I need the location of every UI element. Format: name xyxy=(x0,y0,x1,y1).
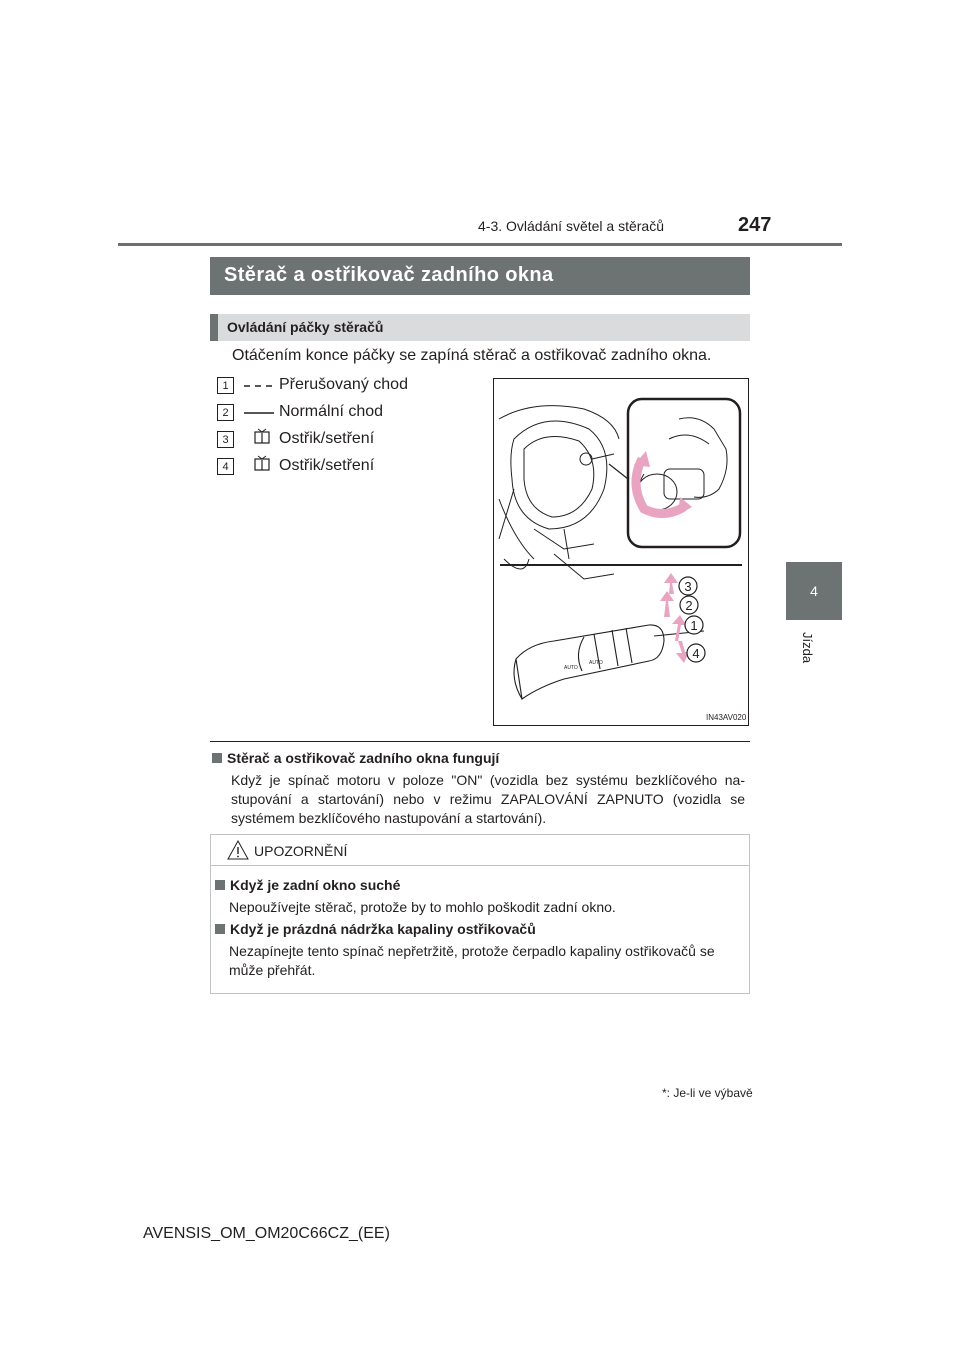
note-heading xyxy=(212,750,499,766)
note-body: Když je spínač motoru v poloze "ON" (vozidla bez systému bezklíčového na-stupování a startování) nebo v režimu ZAPALOVÁNÍ ZAPNUTO (vozidla se systémem bezklíčového nastupování a startování). xyxy=(231,772,745,826)
warning-title: UPOZORNĚNÍ xyxy=(254,843,348,859)
lever-label-auto-1: AUTO xyxy=(589,660,603,666)
note-heading-text: Stěrač a ostřikovač zadního okna fungují xyxy=(227,750,500,766)
washer-icon xyxy=(253,454,271,474)
callout-4-label: 4 xyxy=(692,646,700,661)
lever-label-auto-2: AUTO xyxy=(564,665,578,671)
callout-1 xyxy=(685,616,703,634)
section-title: Stěrač a ostřikovač zadního okna xyxy=(224,264,554,286)
bullet-square-icon xyxy=(212,753,222,763)
figure-code: IN43AV020 xyxy=(706,713,747,722)
intro-text: Otáčením konce páčky se zapíná stěrač a ostřikovač zadního okna. xyxy=(232,347,712,364)
callout-3-label: 3 xyxy=(684,579,692,594)
dashed-line-icon xyxy=(244,383,274,389)
item-number-3: 3 xyxy=(217,431,234,448)
item-label-1: Přerušovaný chod xyxy=(279,376,408,393)
item-label-4: Ostřik/setření xyxy=(279,457,375,474)
callout-1-label: 1 xyxy=(690,618,698,633)
inset-frame xyxy=(628,399,740,547)
item-label-2: Normální chod xyxy=(279,403,384,420)
warning-item-2-heading xyxy=(215,921,536,937)
warning-item-1-heading-text: Když je zadní okno suché xyxy=(230,877,401,893)
item-number-2: 2 xyxy=(217,404,234,421)
inset-connector xyxy=(609,464,628,479)
subsection-title-bar xyxy=(210,314,750,341)
footnote-text: : Je-li ve výbavě xyxy=(666,1086,753,1100)
warning-triangle-icon xyxy=(227,840,249,860)
warning-item-1-text: Nepoužívejte stěrač, protože by to mohlo poškodit zadní okno. xyxy=(229,899,616,915)
dashboard-drawing xyxy=(499,406,619,579)
wiper-lever-drawing xyxy=(514,625,704,699)
item-number-1: 1 xyxy=(217,377,234,394)
warning-item-1-heading xyxy=(215,877,400,893)
header-rule xyxy=(118,243,842,246)
document-code-footer: AVENSIS_OM_OM20C66CZ_(EE) xyxy=(143,1225,390,1242)
header-section-title: 4-3. Ovládání světel a stěračů xyxy=(478,218,664,234)
chapter-tab-label: Jízda xyxy=(800,632,815,664)
item-number-4: 4 xyxy=(217,458,234,475)
callout-2 xyxy=(680,596,698,614)
callout-2-label: 2 xyxy=(685,598,693,613)
warning-header xyxy=(211,835,749,866)
figure-illustration xyxy=(494,379,748,725)
optional-equipment-marker: * xyxy=(830,260,836,276)
callout-4 xyxy=(687,644,705,662)
chapter-tab[interactable] xyxy=(786,562,842,620)
wiper-lever-figure xyxy=(493,378,749,726)
solid-line-icon xyxy=(244,410,274,416)
subsection-title: Ovládání páčky stěračů xyxy=(227,319,384,335)
bullet-square-icon xyxy=(215,880,225,890)
washer-icon xyxy=(253,427,271,447)
page-number: 247 xyxy=(738,214,772,236)
bullet-square-icon xyxy=(215,924,225,934)
callout-3 xyxy=(679,577,697,595)
footnote-marker: * xyxy=(662,1086,667,1100)
footnote xyxy=(662,1086,753,1100)
section-title-bar xyxy=(210,257,836,295)
item-label-3: Ostřik/setření xyxy=(279,430,375,447)
warning-item-2-heading-text: Když je prázdná nádržka kapaliny ostřikovačů xyxy=(230,921,536,937)
warning-item-2-text: Nezapínejte tento spínač nepřetržitě, protože čerpadlo kapaliny ostřikovačů se může přehřát. xyxy=(229,943,715,978)
warning-box xyxy=(210,834,750,994)
chapter-tab-number: 4 xyxy=(810,583,818,599)
section-separator xyxy=(210,741,750,742)
